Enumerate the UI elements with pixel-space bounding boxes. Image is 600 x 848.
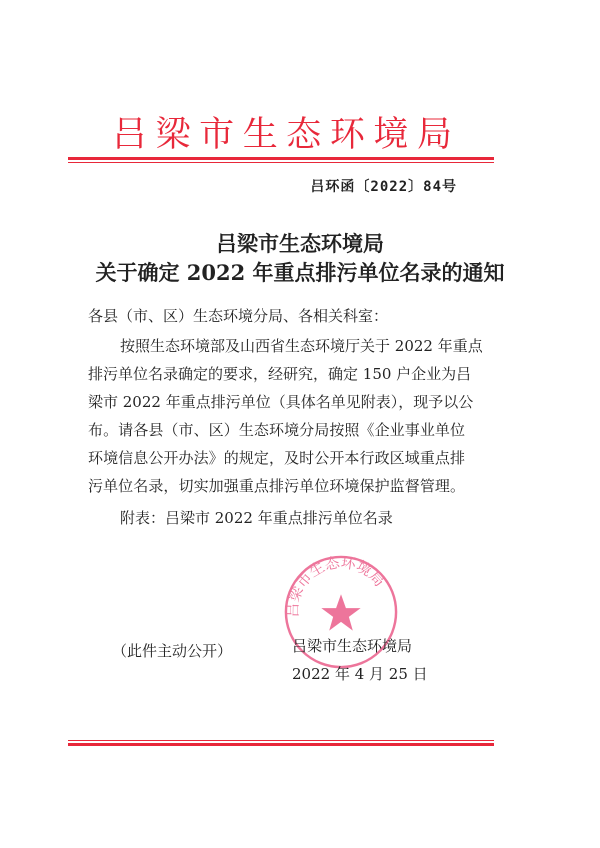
footer-divider-thick: [68, 743, 494, 746]
body-line: 污单位名录，切实加强重点排污单位环境保护监督管理。: [88, 477, 465, 495]
body-line: 排污单位名录确定的要求，经研究，确定 150 户企业为吕: [88, 365, 472, 383]
document-number: 吕环函〔2022〕84号: [310, 179, 457, 195]
issuing-authority-header: 吕梁市生态环境局: [112, 115, 452, 155]
document-title-line1: 吕梁市生态环境局: [216, 231, 384, 256]
disclosure-note: （此件主动公开）: [112, 642, 233, 660]
attachment-note: 附表：吕梁市 2022 年重点排污单位名录: [120, 509, 393, 527]
body-line: 环境信息公开办法》的规定，及时公开本行政区域重点排: [88, 449, 465, 467]
footer-divider-thin: [68, 740, 494, 741]
body-line: 布。请各县（市、区）生态环境分局按照《企业事业单位: [88, 421, 465, 439]
signature-date: 2022 年 4 月 25 日: [292, 665, 428, 683]
seal-text: 吕梁市生态环境局: [284, 554, 388, 618]
signature-organization: 吕梁市生态环境局: [292, 637, 413, 655]
seal-star-icon: [321, 594, 360, 630]
salutation: 各县（市、区）生态环境分局、各相关科室：: [88, 307, 389, 325]
body-line: 按照生态环境部及山西省生态环境厅关于 2022 年重点: [120, 337, 483, 355]
header-divider-thin: [68, 162, 494, 163]
header-divider-thick: [68, 157, 494, 160]
body-line: 梁市 2022 年重点排污单位（具体名单见附表），现予以公: [88, 393, 474, 411]
document-title-line2: 关于确定 2022 年重点排污单位名录的通知: [95, 260, 505, 285]
